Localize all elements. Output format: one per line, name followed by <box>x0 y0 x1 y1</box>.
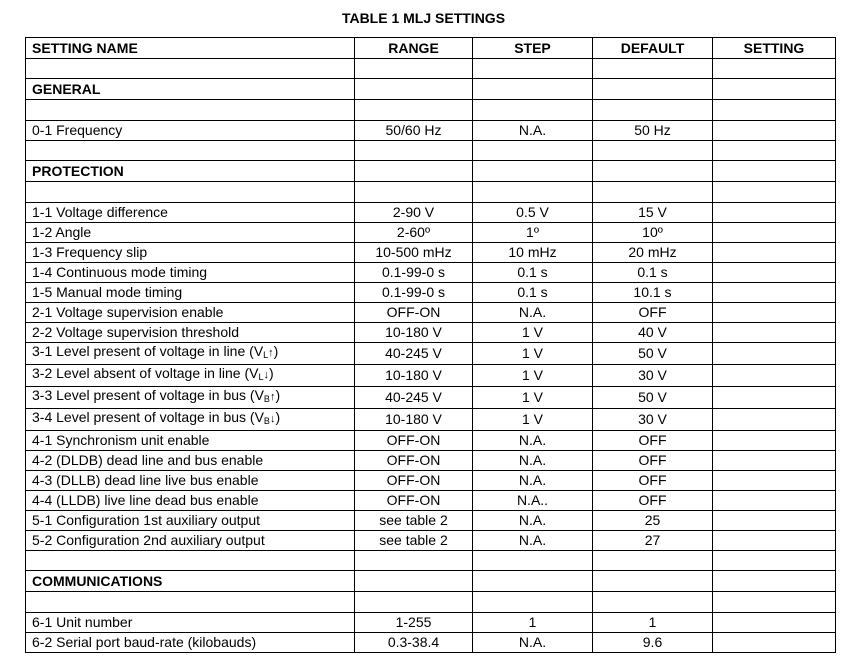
setting-name-cell <box>26 531 355 551</box>
section-row <box>26 161 836 182</box>
setting-name: 0-1 Frequency <box>32 122 123 138</box>
default-cell: 20 mHz <box>593 243 713 263</box>
spacer-row <box>26 182 836 203</box>
setting-value-cell[interactable] <box>713 531 836 551</box>
setting-name-cell <box>26 283 355 303</box>
voltage-symbol: V <box>253 343 264 359</box>
direction-arrow-icon: ↑ <box>269 391 276 403</box>
voltage-subscript: L <box>258 372 264 382</box>
voltage-subscript: L <box>263 350 269 360</box>
range-cell: 10-500 mHz <box>355 243 473 263</box>
table-row <box>26 303 836 323</box>
spacer-row <box>26 551 836 571</box>
empty-cell <box>473 592 593 613</box>
setting-name-cell <box>26 491 355 511</box>
empty-cell <box>26 141 355 161</box>
default-cell: 0.1 s <box>593 263 713 283</box>
header-row <box>26 38 836 59</box>
setting-name: 4-3 (DLLB) dead line live bus enable <box>32 472 259 488</box>
table-row <box>26 365 836 387</box>
empty-cell <box>26 551 355 571</box>
range-cell: 1-255 <box>355 613 473 633</box>
empty-cell <box>593 571 713 592</box>
default-cell: 25 <box>593 511 713 531</box>
section-title: GENERAL <box>26 79 355 100</box>
range-cell: 0.1-99-0 s <box>355 283 473 303</box>
step-cell: N.A. <box>473 531 593 551</box>
empty-cell <box>473 141 593 161</box>
empty-cell <box>355 79 473 100</box>
table-row <box>26 263 836 283</box>
empty-cell <box>713 592 836 613</box>
default-cell: OFF <box>593 451 713 471</box>
step-cell: N.A.. <box>473 491 593 511</box>
default-cell: 50 V <box>593 343 713 365</box>
setting-name: 5-2 Configuration 2nd auxiliary output <box>32 532 265 548</box>
setting-name-cell <box>26 451 355 471</box>
setting-name-cell <box>26 303 355 323</box>
empty-cell <box>593 59 713 79</box>
setting-name-cell <box>26 613 355 633</box>
setting-name-cell <box>26 431 355 451</box>
setting-name: 4-1 Synchronism unit enable <box>32 432 210 448</box>
setting-value-cell[interactable] <box>713 409 836 431</box>
step-cell: 1 <box>473 613 593 633</box>
setting-name: 3-1 Level present of voltage in line ( <box>32 343 254 359</box>
step-cell: N.A. <box>473 121 593 141</box>
settings-table <box>25 37 836 653</box>
empty-cell <box>355 592 473 613</box>
voltage-symbol: V <box>254 387 264 403</box>
setting-name-cell <box>26 471 355 491</box>
empty-cell <box>713 161 836 182</box>
setting-value-cell[interactable] <box>713 263 836 283</box>
voltage-subscript: B <box>263 416 270 426</box>
empty-cell <box>473 551 593 571</box>
empty-cell <box>355 141 473 161</box>
setting-name: 3-3 Level present of voltage in bus ( <box>32 387 255 403</box>
header-default: DEFAULT <box>593 38 713 59</box>
range-cell: 10-180 V <box>355 409 473 431</box>
default-cell: 50 Hz <box>593 121 713 141</box>
setting-value-cell[interactable] <box>713 243 836 263</box>
setting-value-cell[interactable] <box>713 283 836 303</box>
range-cell: see table 2 <box>355 531 473 551</box>
empty-cell <box>355 551 473 571</box>
spacer-row <box>26 59 836 79</box>
default-cell: OFF <box>593 303 713 323</box>
range-cell: 10-180 V <box>355 365 473 387</box>
table-row <box>26 471 836 491</box>
section-title: PROTECTION <box>26 161 355 182</box>
empty-cell <box>355 571 473 592</box>
empty-cell <box>593 100 713 121</box>
setting-value-cell[interactable] <box>713 303 836 323</box>
table-row <box>26 203 836 223</box>
empty-cell <box>26 59 355 79</box>
default-cell: 50 V <box>593 387 713 409</box>
range-cell: 2-90 V <box>355 203 473 223</box>
setting-value-cell[interactable] <box>713 365 836 387</box>
empty-cell <box>473 79 593 100</box>
table-row <box>26 323 836 343</box>
setting-name: 5-1 Configuration 1st auxiliary output <box>32 512 261 528</box>
empty-cell <box>355 182 473 203</box>
header-setting-name: SETTING NAME <box>26 38 355 59</box>
setting-name-cell <box>26 263 355 283</box>
step-cell: 1 V <box>473 387 593 409</box>
setting-value-cell[interactable] <box>713 451 836 471</box>
empty-cell <box>713 79 836 100</box>
step-cell: N.A. <box>473 451 593 471</box>
setting-name-cell <box>26 203 355 223</box>
empty-cell <box>593 141 713 161</box>
range-cell: 0.1-99-0 s <box>355 263 473 283</box>
table-row <box>26 223 836 243</box>
range-cell: OFF-ON <box>355 431 473 451</box>
range-cell: 50/60 Hz <box>355 121 473 141</box>
header-setting: SETTING <box>713 38 836 59</box>
empty-cell <box>713 182 836 203</box>
empty-cell <box>713 551 836 571</box>
range-cell: OFF-ON <box>355 451 473 471</box>
table-row <box>26 387 836 409</box>
range-cell: OFF-ON <box>355 471 473 491</box>
setting-name: 1-2 Angle <box>32 224 92 240</box>
step-cell: 1 V <box>473 365 593 387</box>
setting-name-cell <box>26 121 355 141</box>
default-cell: OFF <box>593 471 713 491</box>
table-row <box>26 343 836 365</box>
setting-name: 4-4 (LLDB) live line dead bus enable <box>32 492 259 508</box>
step-cell: 10 mHz <box>473 243 593 263</box>
default-cell: OFF <box>593 431 713 451</box>
setting-name: 1-1 Voltage difference <box>32 204 168 220</box>
range-cell: 40-245 V <box>355 343 473 365</box>
empty-cell <box>26 182 355 203</box>
setting-value-cell[interactable] <box>713 223 836 243</box>
default-cell: 9.6 <box>593 633 713 653</box>
table-row <box>26 531 836 551</box>
setting-name-cell <box>26 633 355 653</box>
spacer-row <box>26 141 836 161</box>
setting-name: 3-4 Level present of voltage in bus ( <box>32 409 255 425</box>
empty-cell <box>713 59 836 79</box>
empty-cell <box>473 571 593 592</box>
setting-name: 1-4 Continuous mode timing <box>32 264 208 280</box>
table-row <box>26 243 836 263</box>
step-cell: 0.1 s <box>473 263 593 283</box>
step-cell: N.A. <box>473 511 593 531</box>
table-row <box>26 633 836 653</box>
default-cell: OFF <box>593 491 713 511</box>
step-cell: N.A. <box>473 431 593 451</box>
setting-name-cell <box>26 223 355 243</box>
table-row <box>26 613 836 633</box>
default-cell: 30 V <box>593 409 713 431</box>
table-row <box>26 121 836 141</box>
range-cell: 10-180 V <box>355 323 473 343</box>
setting-name: 3-2 Level absent of voltage in line ( <box>32 365 250 381</box>
empty-cell <box>593 551 713 571</box>
setting-name: 1-5 Manual mode timing <box>32 284 183 300</box>
setting-name-cell <box>26 323 355 343</box>
section-row <box>26 79 836 100</box>
step-cell: N.A. <box>473 633 593 653</box>
empty-cell <box>593 182 713 203</box>
header-step: STEP <box>473 38 593 59</box>
empty-cell <box>26 592 355 613</box>
empty-cell <box>593 592 713 613</box>
setting-name: 1-3 Frequency slip <box>32 244 148 260</box>
section-row <box>26 571 836 592</box>
section-title: COMMUNICATIONS <box>26 571 355 592</box>
empty-cell <box>355 100 473 121</box>
setting-value-cell[interactable] <box>713 431 836 451</box>
range-cell: 0.3-38.4 <box>355 633 473 653</box>
range-cell: 40-245 V <box>355 387 473 409</box>
default-cell: 10.1 s <box>593 283 713 303</box>
table-row <box>26 283 836 303</box>
range-cell: 2-60º <box>355 223 473 243</box>
empty-cell <box>713 571 836 592</box>
setting-name-cell: 3-3 Level present of voltage in bus $(V_B↑)$ <box>26 387 355 409</box>
direction-arrow-icon: ↑ <box>268 347 274 359</box>
step-cell: 1 V <box>473 409 593 431</box>
setting-value-cell[interactable] <box>713 613 836 633</box>
setting-value-cell[interactable] <box>713 323 836 343</box>
setting-name: 6-1 Unit number <box>32 614 133 630</box>
step-cell: 1 V <box>473 343 593 365</box>
default-cell: 1 <box>593 613 713 633</box>
voltage-symbol: V <box>249 365 259 381</box>
empty-cell <box>473 100 593 121</box>
setting-value-cell[interactable] <box>713 387 836 409</box>
direction-arrow-icon: ↓ <box>263 369 269 381</box>
header-range: RANGE <box>355 38 473 59</box>
setting-value-cell[interactable] <box>713 491 836 511</box>
setting-value-cell[interactable] <box>713 343 836 365</box>
default-cell: 15 V <box>593 203 713 223</box>
direction-arrow-icon: ↓ <box>269 413 276 425</box>
default-cell: 10º <box>593 223 713 243</box>
empty-cell <box>473 59 593 79</box>
default-cell: 30 V <box>593 365 713 387</box>
empty-cell <box>473 161 593 182</box>
voltage-subscript: B <box>263 394 270 404</box>
setting-value-cell[interactable] <box>713 121 836 141</box>
setting-name-cell <box>26 243 355 263</box>
setting-name: 2-1 Voltage supervision enable <box>32 304 224 320</box>
step-cell: 1º <box>473 223 593 243</box>
range-cell: see table 2 <box>355 511 473 531</box>
step-cell: 1 V <box>473 323 593 343</box>
setting-name: 4-2 (DLDB) dead line and bus enable <box>32 452 264 468</box>
range-cell: OFF-ON <box>355 303 473 323</box>
setting-name: 2-2 Voltage supervision threshold <box>32 324 240 340</box>
voltage-symbol: V <box>254 409 264 425</box>
spacer-row <box>26 592 836 613</box>
step-cell: 0.1 s <box>473 283 593 303</box>
step-cell: N.A. <box>473 303 593 323</box>
range-cell: OFF-ON <box>355 491 473 511</box>
step-cell: 0.5 V <box>473 203 593 223</box>
empty-cell <box>593 161 713 182</box>
setting-value-cell[interactable] <box>713 633 836 653</box>
empty-cell <box>713 141 836 161</box>
table-row <box>26 491 836 511</box>
empty-cell <box>473 182 593 203</box>
step-cell: N.A. <box>473 471 593 491</box>
empty-cell <box>355 59 473 79</box>
spacer-row <box>26 100 836 121</box>
setting-name-cell: 3-1 Level present of voltage in line $(V_L↑)$ <box>26 343 355 365</box>
table-row <box>26 511 836 531</box>
setting-name-cell: 3-2 Level absent of voltage in line $(V_L↓)$ <box>26 365 355 387</box>
setting-value-cell[interactable] <box>713 203 836 223</box>
table-row <box>26 409 836 431</box>
empty-cell <box>713 100 836 121</box>
table-row <box>26 451 836 471</box>
empty-cell <box>593 79 713 100</box>
setting-name: 6-2 Serial port baud-rate (kilobauds) <box>32 634 257 650</box>
default-cell: 40 V <box>593 323 713 343</box>
table-title: TABLE 1 MLJ SETTINGS <box>341 10 506 26</box>
table-row <box>26 431 836 451</box>
empty-cell <box>355 161 473 182</box>
default-cell: 27 <box>593 531 713 551</box>
setting-value-cell[interactable] <box>713 511 836 531</box>
setting-name-cell <box>26 511 355 531</box>
setting-value-cell[interactable] <box>713 471 836 491</box>
setting-name-cell: 3-4 Level present of voltage in bus $(V_B↓)$ <box>26 409 355 431</box>
empty-cell <box>26 100 355 121</box>
